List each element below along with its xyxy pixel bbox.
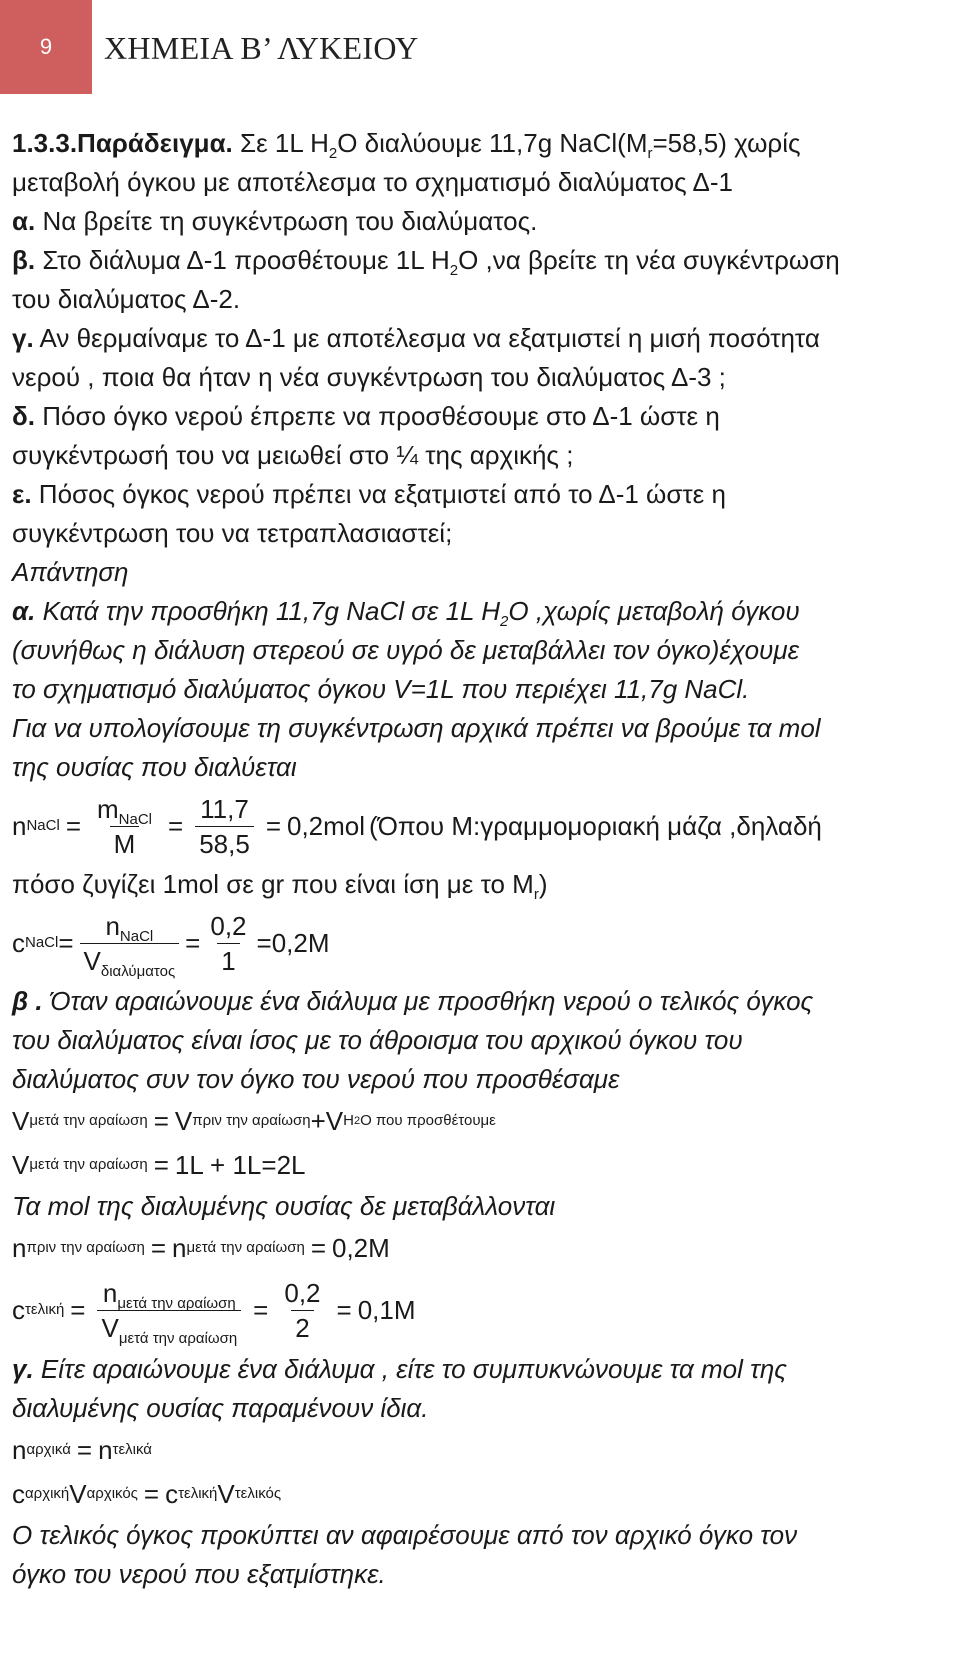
denominator: M [110,826,140,859]
answer-line: το σχηματισμό διαλύματος όγκου V=1L που περιέχει 11,7g NaCl. [12,674,750,704]
denominator: 1 [217,943,239,976]
answer-line [12,865,942,904]
numerator: n [105,910,120,941]
result: 0,2mol [287,810,366,841]
question-c [12,319,942,358]
text: Είτε αραιώνουμε ένα διάλυμα , είτε το συμπυκνώνουμε τα mol της [33,1354,787,1384]
answer-line: Τα mol της διαλυμένης ουσίας δε μεταβάλλονται [12,1191,556,1221]
answer-line: Ο τελικός όγκος προκύπτει αν αφαιρέσουμε από τον αρχικό όγκο τον [12,1520,798,1550]
equals-sign: = [265,810,281,841]
question-d-cont: συγκέντρωσή του να μειωθεί στο ¼ της αρχικής ; [12,440,574,470]
subscript: μετά την αραίωση [118,1329,238,1347]
equation-volume-total: V μετά την αραίωση = 1L + 1L=2L [12,1143,942,1187]
fraction [280,1278,324,1343]
subscript: NaCl [119,927,154,945]
subscript: r [647,145,653,162]
denominator: 58,5 [195,826,254,859]
equation-moles: n NaCl = $\frac{m_{NaCl}}{M}$ = $\frac{11,7}{58,5}$ = 0,2mol (Όπου M:γραμμομοριακή μάζα ,δηλαδή [12,793,822,859]
text: Να βρείτε τη συγκέντρωση του διαλύματος. [35,206,538,236]
question-a [12,202,942,241]
problem-line: μεταβολή όγκου με αποτέλεσμα το σχηματισμό διαλύματος Δ-1 [12,167,733,197]
note: (Όπου M:γραμμομοριακή μάζα ,δηλαδή [369,810,822,841]
denominator: V [83,945,101,976]
answer-line: της ουσίας που διαλύεται [12,752,297,782]
symbol: V [69,1478,87,1509]
symbol: V [325,1105,344,1136]
subscript: 2 [449,262,459,279]
document-body [12,124,942,1594]
symbol: c [12,1478,25,1509]
text: =58,5) χωρίς [652,128,801,158]
text: Κατά την προσθήκη 11,7g NaCl σε 1L H [35,596,501,626]
numerator: 0,2 [284,1277,321,1308]
question-c-cont: νερού , ποια θα ήταν η νέα συγκέντρωση του διαλύματος Δ-3 ; [12,362,726,392]
symbol: V [12,1105,30,1136]
answer-line: (συνήθως η διάλυση στερεού σε υγρό δε μεταβάλλει τον όγκο)έχουμε [12,635,799,665]
label: δ. [12,401,35,431]
answer-line: διαλυμένης ουσίας παραμένουν ίδια. [12,1393,429,1423]
text: ) [538,869,548,899]
problem-heading: 1.3.3.Παράδειγμα. [12,128,233,158]
equals-sign: = [168,810,184,841]
answer-line: του διαλύματος είναι ίσος με το άθροισμα του αρχικού όγκου του [12,1025,743,1055]
label: γ. [12,1354,34,1384]
fraction [80,910,180,980]
answer-b [12,982,942,1021]
symbol: n [172,1232,187,1263]
text: O διαλύουμε 11,7g NaCl(M [337,128,648,158]
denominator: V [101,1312,119,1343]
symbol: n [12,810,27,841]
answer-a [12,592,942,631]
subscript: r [533,886,539,903]
numerator: 0,2 [210,910,247,941]
text: πόσο ζυγίζει 1mol σε gr που είναι ίση με το M [12,869,534,899]
numerator: n [102,1277,118,1308]
symbol: n [12,1232,27,1263]
symbol: V [174,1105,193,1136]
fraction [206,911,250,976]
denominator: 2 [291,1310,313,1343]
equation-dilution: c αρχική V αρχικός = c τελική V τελικός [12,1472,942,1516]
equation-final-concentration: c τελική = $\frac{n_{\mu\varepsilon\tau ά \tau\eta\nu \alpha\rho\alpha ί\omega\sigma\eta}}{V_{\mu\varepsilon\tau ά \tau\eta\nu \alpha\rho\alpha ί\omega\sigma\eta}}$ = $\frac{0,2}{2}$ = 0,1M [12,1277,416,1347]
result: 0,2M [332,1232,390,1263]
fraction [93,794,156,859]
label: α. [12,596,36,626]
text: O ,χωρίς μεταβολή όγκου [508,596,800,626]
question-d [12,397,942,436]
question-e [12,475,942,514]
symbol: V [12,1149,30,1180]
equation-volume-sum: V μετά την αραίωση = V πριν την αραίωση + V H 2 O που προσθέτουμε [12,1099,942,1143]
subscript: διαλύματος [100,962,176,980]
question-b-cont: του διαλύματος Δ-2. [12,284,241,314]
numerator: 11,7 [200,793,249,824]
answer-line: διαλύματος συν τον όγκο του νερού που προσθέσαμε [12,1064,620,1094]
label: ε. [12,479,32,509]
result: 0,1M [357,1294,416,1325]
symbol: V [217,1478,235,1509]
equation-concentration: c NaCl = $\frac{n_{NaCl}}{V_{\delta\iota\alpha\lambda ύ\mu\alpha\tau o\varsigma}}$ = $\frac{0,2}{1}$ =0,2M [12,910,330,980]
page-number: 9 [39,34,53,59]
answer-heading: Απάντηση [12,557,129,587]
question-b [12,241,942,280]
text: Πόσο όγκο νερού έπρεπε να προσθέσουμε στο Δ-1 ώστε η [35,401,720,431]
equation-moles-equal: n αρχικά = n τελικά [12,1428,942,1472]
text: Όταν αραιώνουμε ένα διάλυμα με προσθήκη νερού ο τελικός όγκος [42,986,814,1016]
equals-sign: = [65,810,81,841]
answer-c [12,1350,942,1389]
text: O ,να βρείτε τη νέα συγκέντρωση [458,245,840,275]
subscript: NaCl [118,810,153,828]
result: 1L + 1L=2L [174,1149,306,1180]
text: Σε 1L H [232,128,329,158]
page-header-title: ΧΗΜΕΙΑ Β’ ΛΥΚΕΙΟΥ [104,30,419,66]
fraction [97,1277,241,1347]
label: β. [12,245,36,275]
numerator: m [97,793,119,824]
symbol: c [12,1294,25,1325]
subscript: μετά την αραίωση [117,1294,236,1312]
symbol: c [12,927,25,958]
label: α. [12,206,36,236]
symbol: n [12,1434,27,1465]
question-e-cont: συγκέντρωση του να τετραπλασιαστεί; [12,518,453,548]
symbol: n [98,1434,113,1465]
fraction [195,794,254,859]
equation-moles-constant: n πριν την αραίωση = n μετά την αραίωση = 0,2M [12,1226,942,1270]
text: Αν θερμαίναμε το Δ-1 με αποτέλεσμα να εξατμιστεί η μισή ποσότητα [33,323,820,353]
page-number-badge [0,0,92,94]
label: β . [12,986,43,1016]
subscript: 2 [328,145,338,162]
answer-line: Για να υπολογίσουμε τη συγκέντρωση αρχικά πρέπει να βρούμε τα mol [12,713,821,743]
subscript: 2 [500,613,509,630]
text: Στο διάλυμα Δ-1 προσθέτουμε 1L H [35,245,450,275]
symbol: c [165,1478,179,1509]
problem-line [12,124,942,163]
result: =0,2M [256,927,330,958]
label: γ. [12,323,34,353]
text: Πόσος όγκος νερού πρέπει να εξατμιστεί από το Δ-1 ώστε η [31,479,726,509]
answer-line: όγκο του νερού που εξατμίστηκε. [12,1559,386,1589]
